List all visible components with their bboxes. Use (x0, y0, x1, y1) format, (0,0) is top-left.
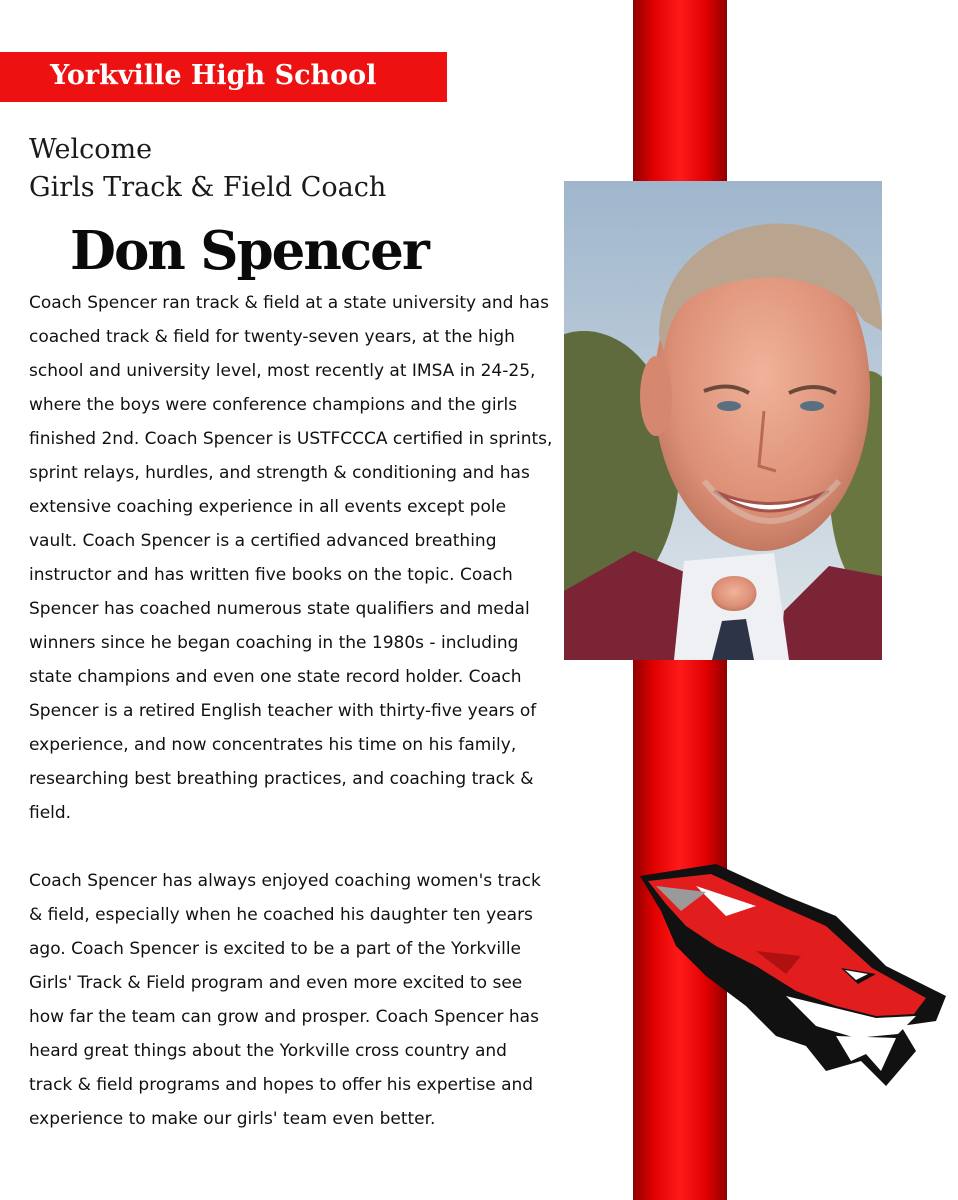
role-text: Girls Track & Field Coach (29, 172, 387, 203)
fox-mascot-logo (636, 856, 954, 1094)
coach-bio (29, 286, 554, 1136)
coach-photo (564, 181, 882, 660)
welcome-heading (29, 131, 386, 207)
school-name: Yorkville High School (50, 60, 377, 91)
school-banner (0, 52, 447, 102)
bio-paragraph-1: Coach Spencer ran track & field at a state university and has coached track & field for twenty-seven years, at the high school and university level, most recently at IMSA in 24-25, where the boys were conference champions and the girls finished 2nd. Coach Spencer is USTFCCCA certified in sprints, sprint relays, hurdles, and strength & conditioning and has extensive coaching experience in all events except pole vault. Coach Spencer is a certified advanced breathing instructor and has written five books on the topic. Coach Spencer has coached numerous state qualifiers and medal winners since he began coaching in the 1980s - including state champions and even one state record holder. Coach Spencer is a retired English teacher with thirty-five years of experience, and now concentrates his time on his family, researching best breathing practices, and coaching track & field. (29, 293, 553, 823)
welcome-text: Welcome (29, 134, 153, 165)
bio-paragraph-2: Coach Spencer has always enjoyed coaching women's track & field, especially when he coached his daughter ten years ago. Coach Spencer is excited to be a part of the Yorkville Girls' Track & Field program and even more excited to see how far the team can grow and prosper. Coach Spencer has heard great things about the Yorkville cross country and track & field programs and hopes to offer his expertise and experience to make our girls' team even better. (29, 871, 541, 1129)
coach-name: Don Spencer (70, 220, 428, 282)
